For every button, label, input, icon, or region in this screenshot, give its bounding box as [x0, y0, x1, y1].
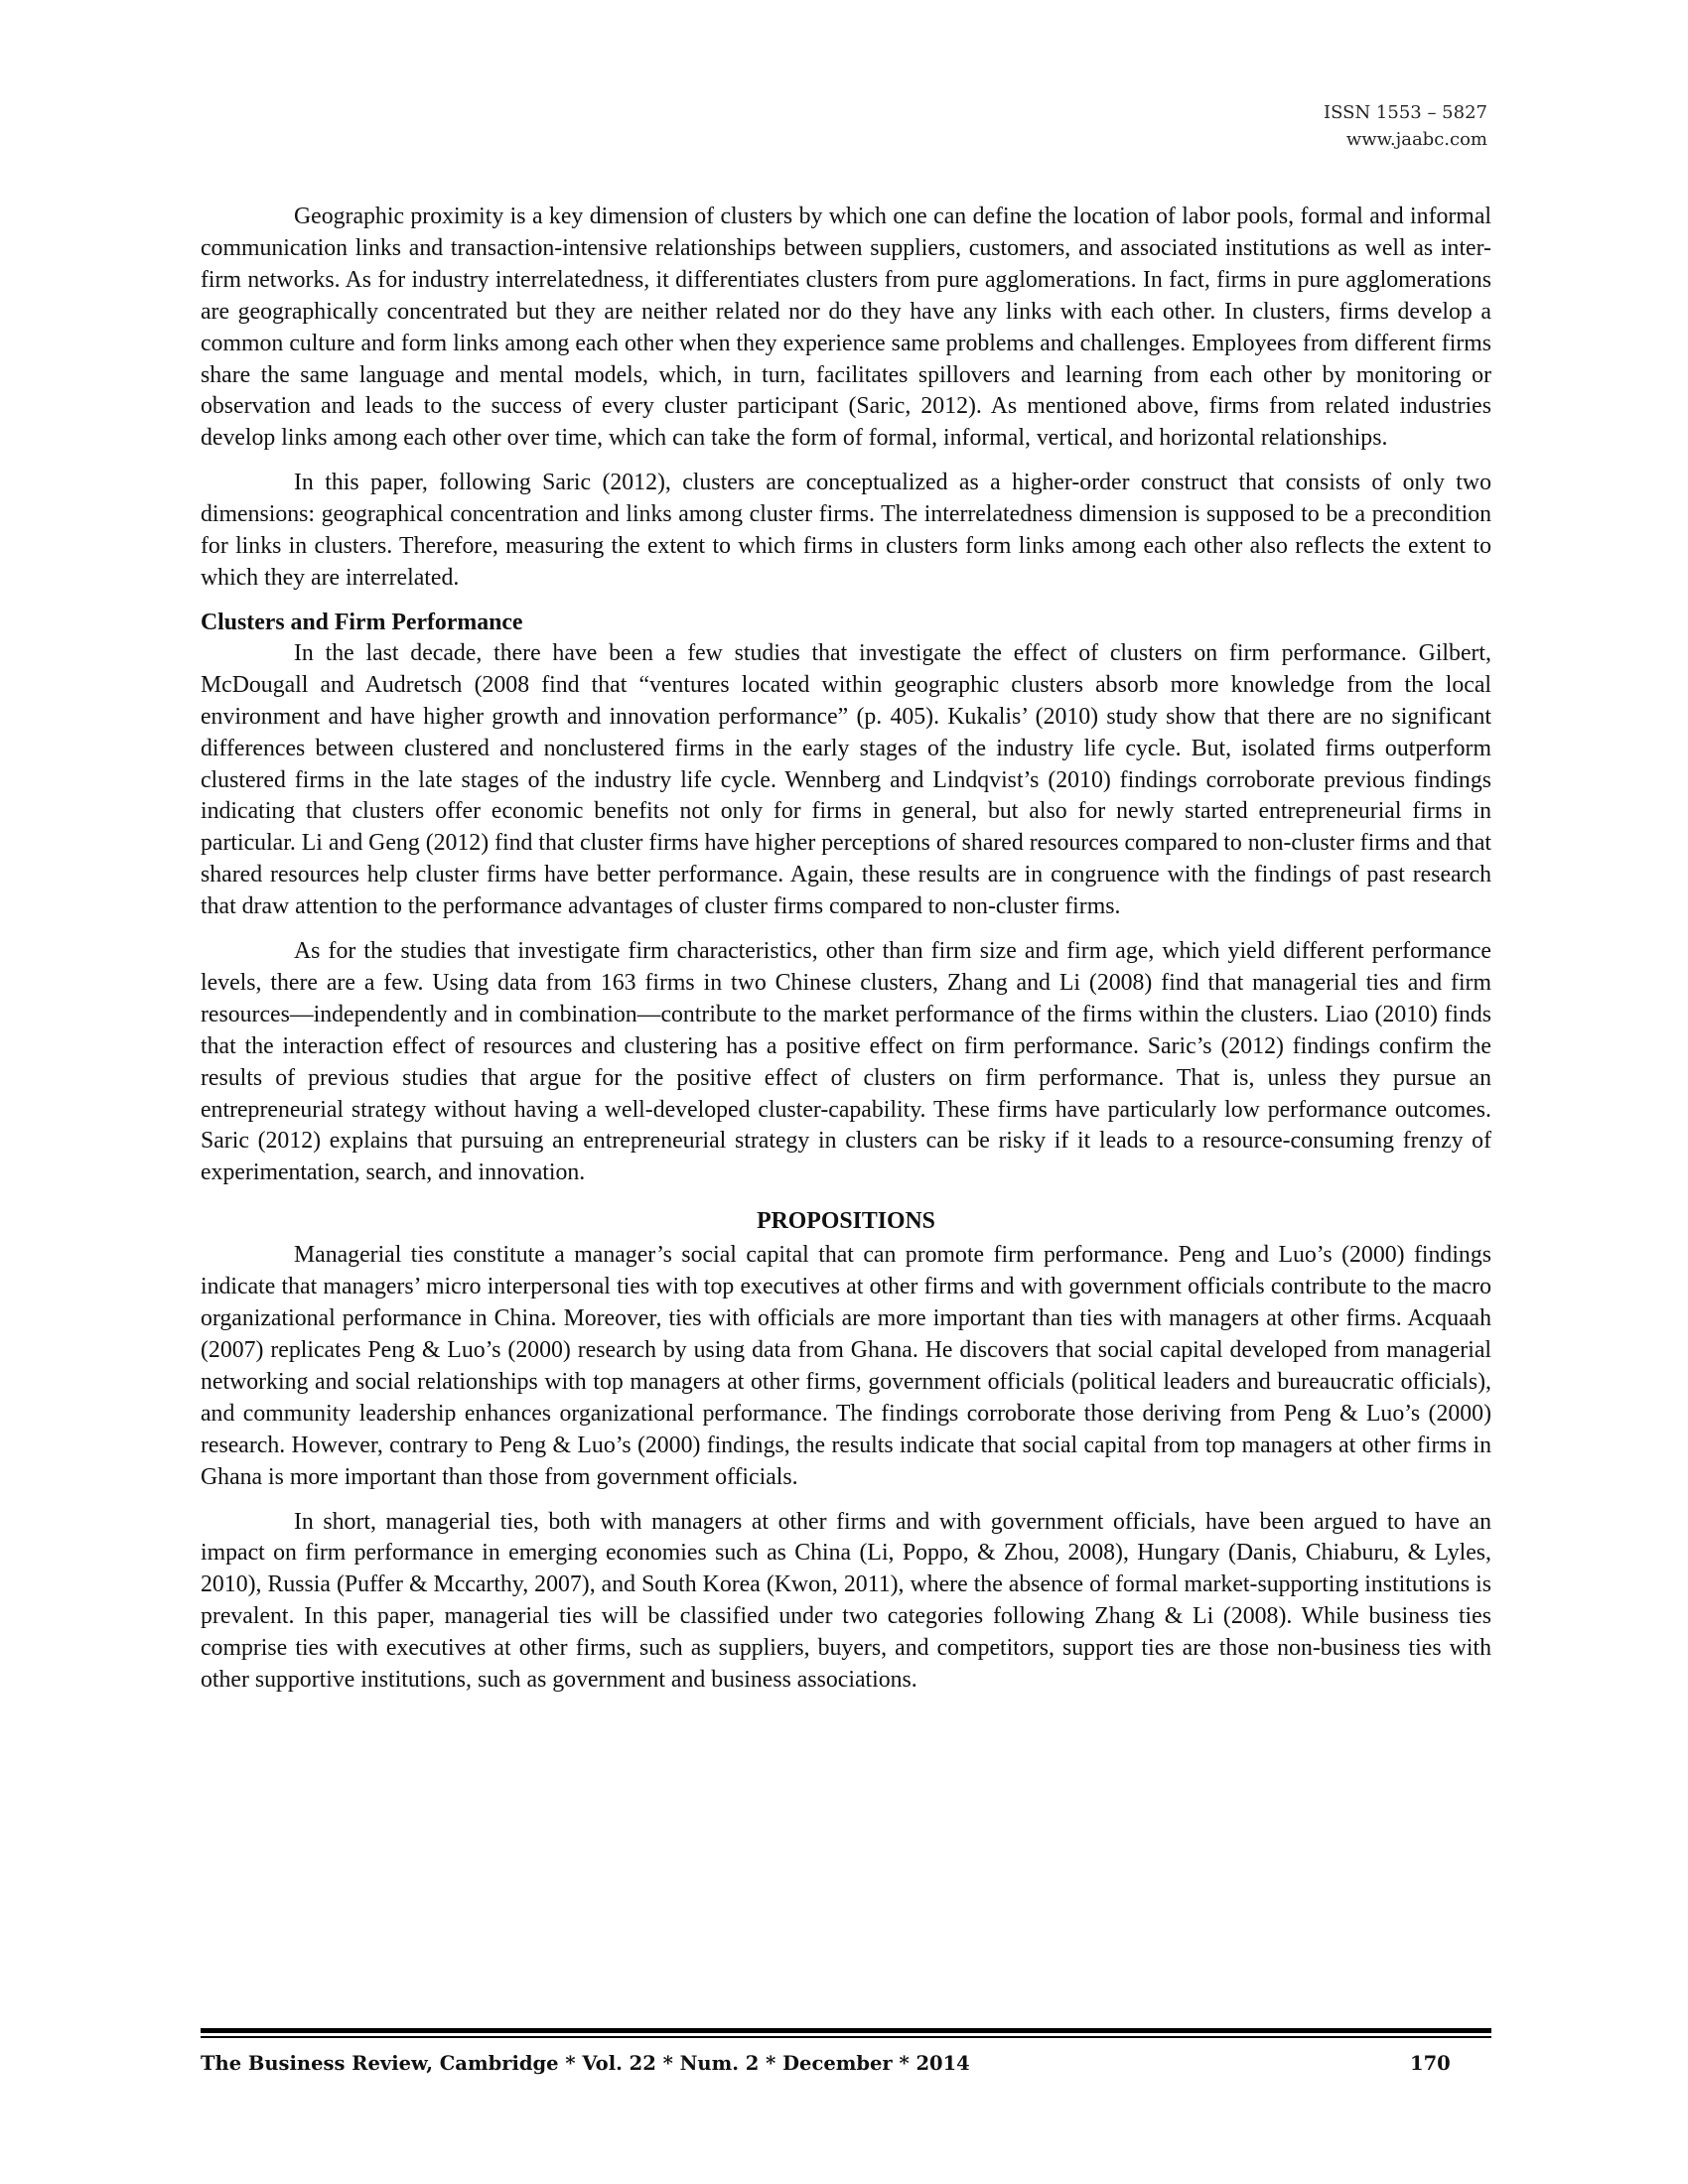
section-heading-clusters-performance: Clusters and Firm Performance — [201, 609, 523, 635]
page-header — [1324, 99, 1487, 153]
page-number: 170 — [1410, 2052, 1451, 2075]
paragraph-managerial-ties: Managerial ties constitute a manager’s social capital that can promote firm performance. Peng and Luo’s (2000) findings indicate that managers’ micro interpersonal ties with top executives at other firms and with government officials contribute to the macro organizational performance in China. Moreover, ties with officials are more important than ties with managers at other firms. Acquaah (2007) replicates Peng & Luo’s (2000) research by using data from Ghana. He discovers that social capital developed from managerial networking and social relationships with top managers at other firms, government officials (political leaders and bureaucratic officials), and community leadership enhances organizational performance. The findings corroborate those deriving from Peng & Luo’s (2000) research. However, contrary to Peng & Luo’s (2000) findings, the results indicate that social capital from top managers at other firms in Ghana is more important than those from government officials. — [201, 1242, 1491, 1490]
issn-label: ISSN 1553 – 5827 — [1324, 102, 1487, 123]
journal-citation: The Business Review, Cambridge * Vol. 22 * Num. 2 * December * 2014 — [201, 2052, 970, 2075]
footer-rule-thin — [201, 2036, 1491, 2038]
paragraph-managerial-ties-summary: In short, managerial ties, both with managers at other firms and with government officials, have been argued to have an impact on firm performance in emerging economies such as China (Li, Poppo, & Zhou, 2008), Hungary (Danis, Chiaburu, & Lyles, 2010), Russia (Puffer & Mccarthy, 2007), and South Korea (Kwon, 2011), where the absence of formal market-supporting institutions is prevalent. In this paper, managerial ties will be classified under two categories following Zhang & Li (2008). While business ties comprise ties with executives at other firms, such as suppliers, buyers, and competitors, support ties are those non-business ties with other supportive institutions, such as government and business associations. — [201, 1508, 1491, 1694]
paragraph-cluster-studies: In the last decade, there have been a few studies that investigate the effect of clusters on firm performance. Gilbert, McDougall and Audretsch (2008 find that “ventures located within geographic clusters absorb more knowledge from the local environment and have higher growth and innovation performance” (p. 405). Kukalis’ (2010) study show that there are no significant differences between clustered and nonclustered firms in the early stages of the industry life cycle. But, isolated firms outperform clustered firms in the late stages of the industry life cycle. Wennberg and Lindqvist’s (2010) findings corroborate previous findings indicating that clusters offer economic benefits not only for firms in general, but also for newly started entrepreneurial firms in particular. Li and Geng (2012) find that cluster firms have higher perceptions of shared resources compared to non-cluster firms and that shared resources help cluster firms have better performance. Again, these results are in congruence with the findings of past research that draw attention to the performance advantages of cluster firms compared to non-cluster firms. — [201, 639, 1491, 920]
section-title-propositions: PROPOSITIONS — [757, 1208, 935, 1235]
paragraph-geographic-proximity: Geographic proximity is a key dimension of clusters by which one can define the location of labor pools, formal and informal communication links and transaction-intensive relationships between suppliers, customers, and associated institutions as well as inter-firm networks. As for industry interrelatedness, it differentiates clusters from pure agglomerations. In fact, firms in pure agglomerations are geographically concentrated but they are neither related nor do they have any links with each other. In clusters, firms develop a common culture and form links among each other when they experience same problems and challenges. Employees from different firms share the same language and mental models, which, in turn, facilitates spillovers and learning from each other by monitoring or observation and leads to the success of every cluster participant (Saric, 2012). As mentioned above, firms from related industries develop links among each other over time, which can take the form of formal, informal, vertical, and horizontal relationships. — [201, 204, 1491, 452]
website-label: www.jaabc.com — [1345, 129, 1487, 150]
footer-rule-thick — [201, 2028, 1491, 2033]
paragraph-firm-characteristics: As for the studies that investigate firm characteristics, other than firm size and firm age, which yield different performance levels, there are a few. Using data from 163 firms in two Chinese clusters, Zhang and Li (2008) find that managerial ties and firm resources—independently and in combination—contribute to the market performance of the firms within the clusters. Liao (2010) finds that the interaction effect of resources and clustering has a positive effect on firm performance. Saric’s (2012) findings confirm the results of previous studies that argue for the positive effect of clusters on firm performance. That is, unless they pursue an entrepreneurial strategy without having a well-developed cluster-capability. These firms have particularly low performance outcomes. Saric (2012) explains that pursuing an entrepreneurial strategy in clusters can be risky if it leads to a resource-consuming frenzy of experimentation, search, and innovation. — [201, 938, 1491, 1186]
article-body — [201, 202, 1491, 1697]
paragraph-clusters-conceptualized: In this paper, following Saric (2012), clusters are conceptualized as a higher-order construct that consists of only two dimensions: geographical concentration and links among cluster firms. The interrelatedness dimension is supposed to be a precondition for links in clusters. Therefore, measuring the extent to which firms in clusters form links among each other also reflects the extent to which they are interrelated. — [201, 470, 1491, 591]
